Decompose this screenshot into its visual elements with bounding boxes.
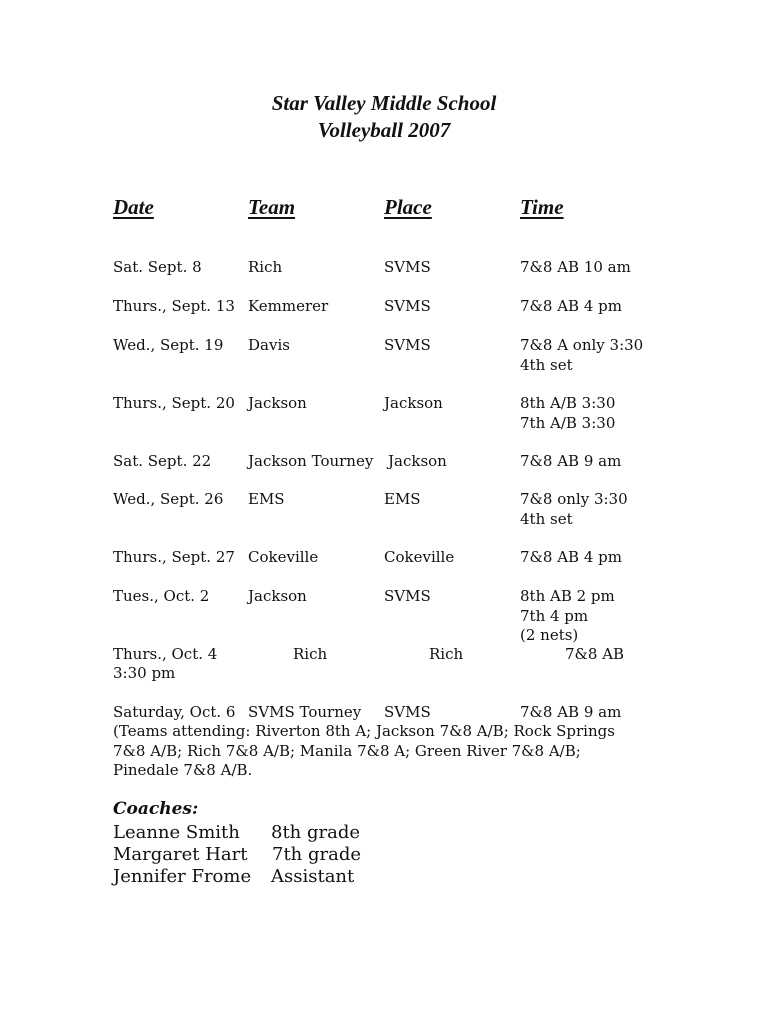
- season-title: Volleyball 2007: [317, 118, 451, 142]
- game-team: Rich: [293, 645, 328, 663]
- coach-name: Jennifer Frome: [113, 866, 252, 887]
- game-team: Cokeville: [248, 548, 319, 566]
- game-date: Wed., Sept. 26: [113, 490, 224, 508]
- game-team: Kemmerer: [248, 297, 329, 315]
- tourney-note-line: Pinedale 7&8 A/B.: [113, 761, 253, 779]
- game-date: Thurs., Sept. 27: [113, 548, 235, 566]
- game-place: EMS: [384, 490, 421, 508]
- game-date: Saturday, Oct. 6: [113, 703, 236, 721]
- game-place: Jackson: [388, 452, 447, 470]
- game-time-line: 4th set: [520, 509, 573, 528]
- game-time-line: 7&8 A only 3:30: [520, 336, 644, 354]
- game-time-line: 7th 4 pm: [520, 606, 589, 625]
- game-time: [520, 336, 643, 375]
- header-team: Team: [248, 195, 296, 219]
- coach-role: Assistant: [271, 866, 355, 887]
- game-place: SVMS: [384, 336, 431, 354]
- game-date: Tues., Oct. 2: [113, 587, 210, 605]
- coach-name: Margaret Hart: [113, 844, 248, 865]
- header-time: Time: [520, 195, 564, 219]
- game-team: Jackson: [248, 394, 307, 412]
- coach-role: 7th grade: [272, 844, 362, 865]
- game-team: SVMS Tourney: [248, 703, 362, 721]
- header-place: Place: [384, 195, 432, 219]
- header-date: Date: [113, 195, 154, 219]
- game-date: Thurs., Sept. 13: [113, 297, 235, 315]
- game-team: Jackson Tourney: [248, 452, 374, 470]
- tourney-note-line: 7&8 A/B; Rich 7&8 A/B; Manila 7&8 A; Green River 7&8 A/B;: [113, 741, 581, 760]
- game-date: Thurs., Oct. 4: [113, 645, 218, 663]
- game-time: 7&8 AB 9 am: [520, 452, 622, 470]
- tourney-note: [113, 722, 615, 781]
- game-place: Jackson: [384, 394, 443, 412]
- game-time-line: 7th A/B 3:30: [520, 413, 616, 432]
- coach-role: 8th grade: [271, 822, 361, 843]
- game-time: 7&8 AB 4 pm: [520, 297, 622, 315]
- game-time: 7&8 AB 10 am: [520, 258, 631, 276]
- game-date: Thurs., Sept. 20: [113, 394, 235, 412]
- game-time: 7&8 AB: [565, 645, 625, 663]
- game-time-line: 7&8 only 3:30: [520, 490, 628, 508]
- game-time-continued: 3:30 pm: [113, 664, 176, 682]
- game-team: Jackson: [248, 587, 307, 605]
- game-date: Sat. Sept. 22: [113, 452, 212, 470]
- game-team: Rich: [248, 258, 283, 276]
- game-time: 7&8 AB 4 pm: [520, 548, 622, 566]
- game-team: EMS: [248, 490, 285, 508]
- school-name: Star Valley Middle School: [271, 91, 497, 115]
- game-time-line: 4th set: [520, 355, 573, 374]
- game-date: Sat. Sept. 8: [113, 258, 202, 276]
- game-place: SVMS: [384, 258, 431, 276]
- game-date: Wed., Sept. 19: [113, 336, 224, 354]
- game-team: Davis: [248, 336, 290, 354]
- game-place: SVMS: [384, 297, 431, 315]
- game-time: [520, 394, 615, 433]
- game-time-line: (2 nets): [520, 626, 579, 644]
- tourney-note-line: (Teams attending: Riverton 8th A; Jackson 7&8 A/B; Rock Springs: [113, 722, 615, 740]
- game-time: [520, 490, 628, 529]
- game-place: Cokeville: [384, 548, 455, 566]
- game-time-line: 8th AB 2 pm: [520, 587, 615, 605]
- game-place: Rich: [429, 645, 464, 663]
- coaches-heading: Coaches:: [113, 799, 199, 819]
- game-time-line: 8th A/B 3:30: [520, 394, 616, 412]
- game-place: SVMS: [384, 587, 431, 605]
- game-place: SVMS: [384, 703, 431, 721]
- coach-name: Leanne Smith: [113, 822, 240, 843]
- game-time: [520, 587, 615, 646]
- game-time: 7&8 AB 9 am: [520, 703, 622, 721]
